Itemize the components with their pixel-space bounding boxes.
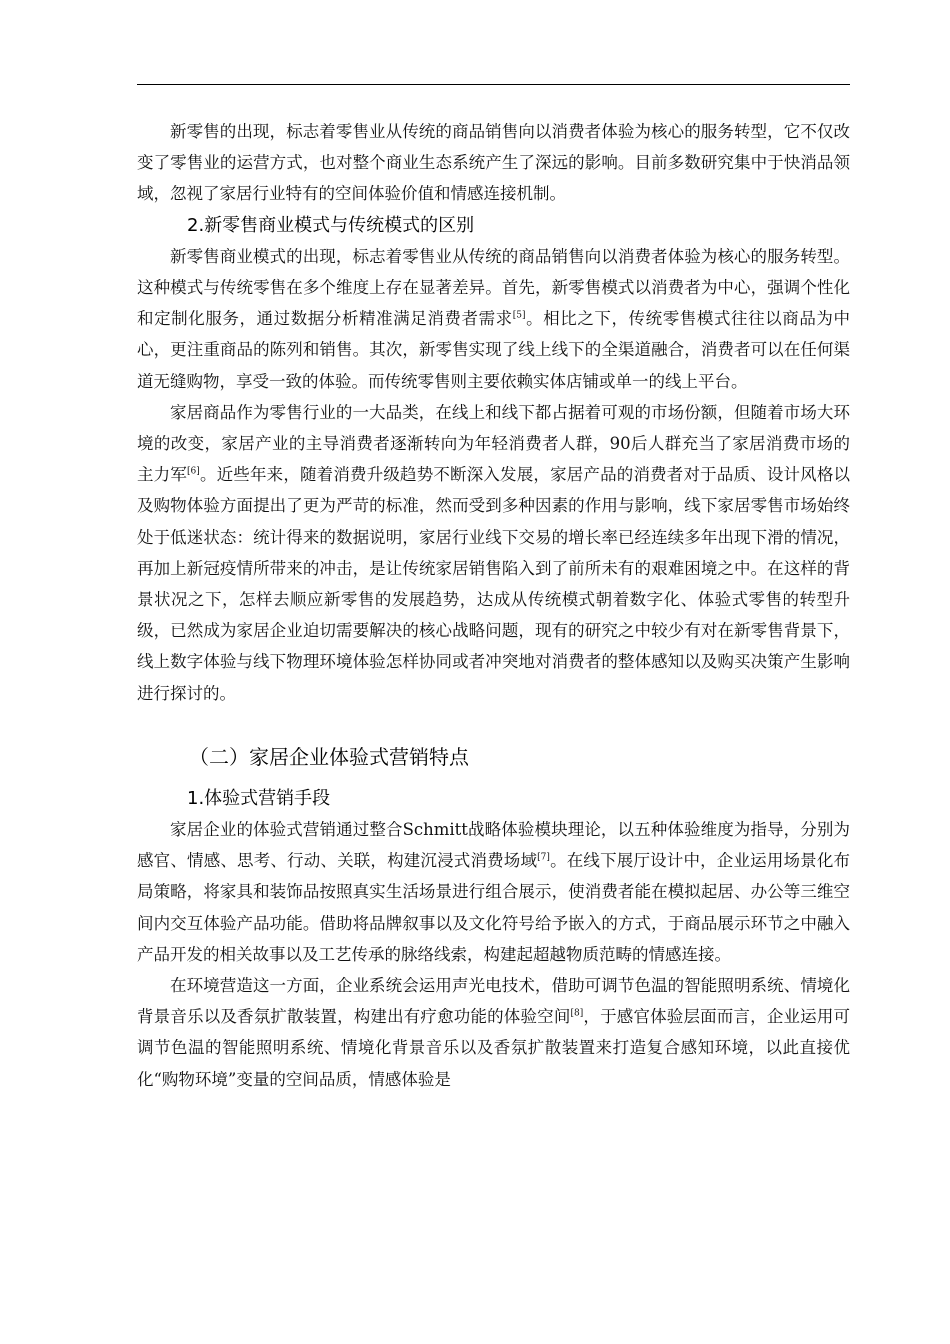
- subheading-methods: 1.体验式营销手段: [187, 787, 331, 809]
- paragraph-home-retail: 家居商品作为零售行业的一大品类，在线上和线下都占据着可观的市场份额，但随着市场大环境的改变，家居产业的主导消费者逐渐转向为年轻消费者人群，90后人群充当了家居消费市场的主力军[6]。近些年来，随着消费升级趋势不断深入发展，家居产品的消费者对于品质、设计风格以及购物体验方面提出了更为严苛的标准，然而受到多种因素的作用与影响，线下家居零售市场始终处于低迷状态：统计得来的数据说明，家居行业线下交易的增长率已经连续多年出现下滑的情况，再加上新冠疫情所带来的冲击，是让传统家居销售陷入到了前所未有的艰难困境之中。在这样的背景状况之下，怎样去顺应新零售的发展趋势，达成从传统模式朝着数字化、体验式零售的转型升级，已然成为家居企业迫切需要解决的核心战略问题，现有的研究之中较少有对在新零售背景下，线上数字体验与线下物理环境体验怎样协同或者冲突地对消费者的整体感知以及购买决策产生影响进行探讨的。: [137, 402, 851, 703]
- citation-8: [8]: [570, 1008, 584, 1019]
- paragraph-intro: 新零售的出现，标志着零售业从传统的商品销售向以消费者体验为核心的服务转型，它不仅改变了零售业的运营方式，也对整个商业生态系统产生了深远的影响。目前多数研究集中于快消品领域，忽视了家居行业特有的空间体验价值和情感连接机制。: [137, 122, 850, 204]
- citation-7: [7]: [537, 852, 550, 863]
- header-rule: [137, 84, 850, 85]
- paragraph-environment: 在环境营造这一方面，企业系统会运用声光电技术，借助可调节色温的智能照明系统、情境化背景音乐以及香氛扩散装置，构建出有疗愈功能的体验空间[8]，于感官体验层面而言，企业运用可调节色温的智能照明系统、情境化背景音乐以及香氛扩散装置来打造复合感知环境，以此直接优化“购物环境”变量的空间品质，情感体验是: [137, 976, 851, 1089]
- paragraph-schmitt: 家居企业的体验式营销通过整合Schmitt战略体验模块理论，以五种体验维度为指导，分别为感官、情感、思考、行动、关联，构建沉浸式消费场域[7]。在线下展厅设计中，企业运用场景化布局策略，将家具和装饰品按照真实生活场景进行组合展示，使消费者能在模拟起居、办公等三维空间内交互体验产品功能。借助将品牌叙事以及文化符号给予嵌入的方式，于商品展示环节之中融入产品开发的相关故事以及工艺传承的脉络线索，构建起超越物质范畴的情感连接。: [137, 820, 851, 964]
- citation-6: [6]: [187, 466, 200, 477]
- section-heading-experiential: （二）家居企业体验式营销特点: [189, 744, 469, 769]
- subheading-difference: 2.新零售商业模式与传统模式的区别: [187, 214, 475, 236]
- paragraph-difference: 新零售商业模式的出现，标志着零售业从传统的商品销售向以消费者体验为核心的服务转型。这种模式与传统零售在多个维度上存在显著差异。首先，新零售模式以消费者为中心，强调个性化和定制化服务，通过数据分析精准满足消费者需求[5]。相比之下，传统零售模式往往以商品为中心，更注重商品的陈列和销售。其次，新零售实现了线上线下的全渠道融合，消费者可以在任何渠道无缝购物，享受一致的体验。而传统零售则主要依赖实体店铺或单一的线上平台。: [137, 246, 851, 391]
- citation-5: [5]: [512, 310, 526, 321]
- body-text: [137, 116, 850, 1095]
